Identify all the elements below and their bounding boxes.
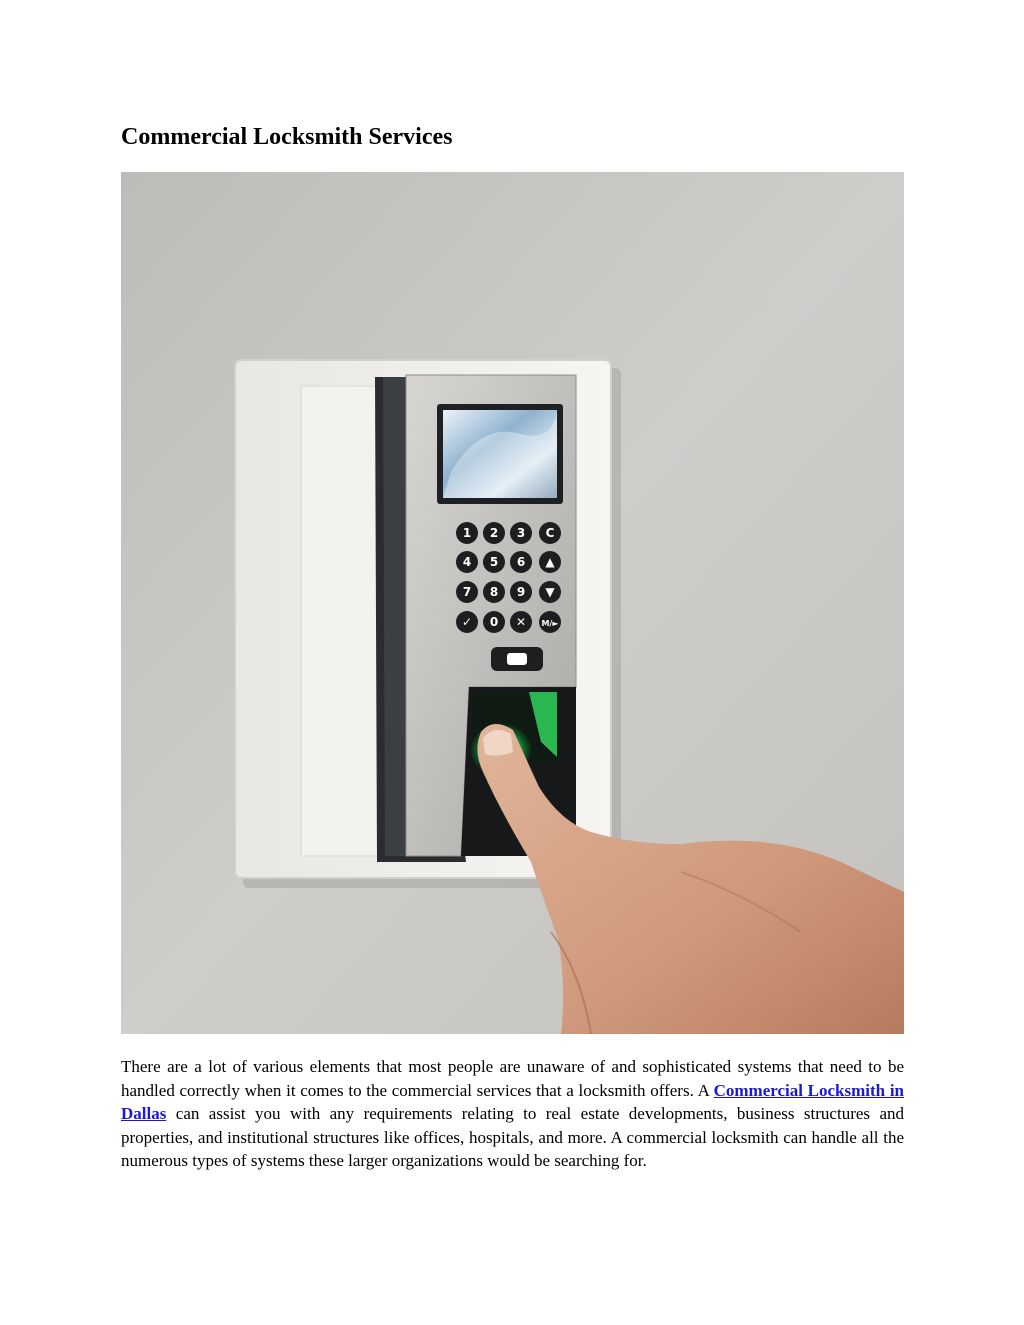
key-label: 2 [489, 526, 499, 540]
key-label: 6 [516, 555, 526, 569]
page-title: Commercial Locksmith Services [121, 124, 453, 150]
key-label: 9 [516, 585, 526, 599]
key-label: 7 [462, 585, 472, 599]
key-label: 8 [489, 585, 499, 599]
commercial-locksmith-link[interactable]: Commercial Locksmith in Dallas [121, 1080, 904, 1123]
paragraph-text-after-link: can assist you with any requirements relating to real estate developments, business structures and properties, and institutional structures like offices, hospitals, and more. A commercial locksmith can handle all the numerous types of systems these larger organizations would be searching for. [121, 1104, 904, 1170]
bell-icon [507, 653, 527, 665]
key-label: ✕ [515, 615, 527, 629]
access-control-photo [121, 172, 904, 1034]
key-label: ✓ [461, 615, 473, 629]
key-label: 3 [516, 526, 526, 540]
key-label: ▲ [545, 555, 555, 569]
key-label: 1 [462, 526, 472, 540]
key-label: ▼ [545, 585, 555, 599]
key-label: 0 [489, 615, 499, 629]
paragraph-text-before-link: There are a lot of various elements that most people are unaware of and sophisticated systems that need to be handled correctly when it comes to the commercial services that a locksmith offers. A [121, 1057, 904, 1100]
key-label: C [545, 526, 555, 540]
key-label: 4 [462, 555, 472, 569]
body-paragraph [121, 1055, 904, 1173]
key-label: M/► [541, 619, 559, 628]
key-label: 5 [489, 555, 499, 569]
